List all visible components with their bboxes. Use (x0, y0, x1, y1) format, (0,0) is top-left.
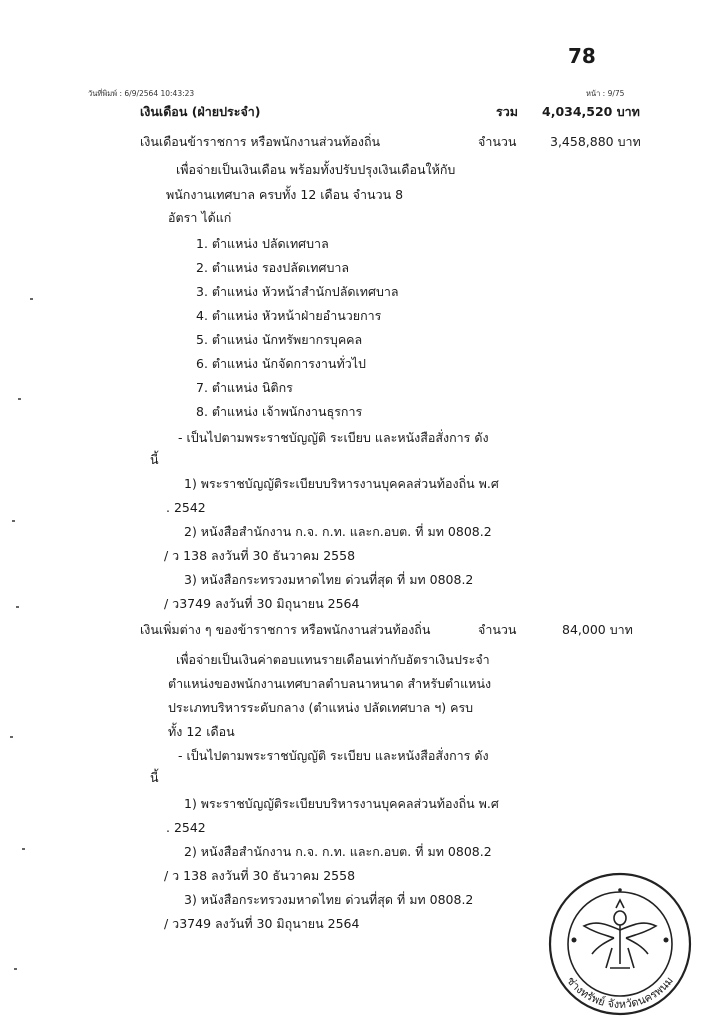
scan-speck (14, 968, 17, 970)
total-label: รวม (496, 104, 518, 119)
position-item: 7. ตำแหน่ง นิติกร (196, 380, 293, 395)
item2-amount-label: จำนวน (478, 622, 517, 637)
item2-desc-line: เพื่อจ่ายเป็นเงินค่าตอบแทนรายเดือนเท่ากับอัตราเงินประจำ (176, 652, 490, 667)
page-of: หน้า : 9/75 (586, 89, 625, 98)
law-intro-cont: นี้ (150, 770, 159, 785)
seal-text: ช่างทรัพย์ จังหวัดนครพนม (564, 974, 676, 1011)
official-seal (536, 868, 704, 1018)
scan-speck (16, 606, 19, 608)
law-ref-cont: / ว 138 ลงวันที่ 30 ธันวาคม 2558 (164, 548, 356, 563)
item1-amount-value: 3,458,880 บาท (550, 134, 641, 149)
law-ref: 1) พระราชบัญญัติระเบียบบริหารงานบุคคลส่วนท้องถิ่น พ.ศ (184, 476, 499, 491)
position-item: 8. ตำแหน่ง เจ้าพนักงานธุรการ (196, 404, 363, 419)
item1-desc-line: พนักงานเทศบาล ครบทั้ง 12 เดือน จำนวน 8 (166, 187, 404, 202)
garuda-seal-icon (536, 868, 704, 1018)
item1-desc-line: เพื่อจ่ายเป็นเงินเดือน พร้อมทั้งปรับปรุงเงินเดือนให้กับ (176, 162, 456, 177)
law-ref: 2) หนังสือสำนักงาน ก.จ. ก.ท. และก.อบต. ที่ มท 0808.2 (184, 524, 492, 539)
page-number: 78 (568, 44, 596, 68)
item2-amount-value: 84,000 บาท (562, 622, 633, 637)
law-intro: - เป็นไปตามพระราชบัญญัติ ระเบียบ และหนังสือสั่งการ ดัง (178, 430, 489, 445)
item2-desc-line: ประเภทบริหารระดับกลาง (ตำแหน่ง ปลัดเทศบาล ฯ) ครบ (168, 700, 474, 715)
law-ref: 1) พระราชบัญญัติระเบียบบริหารงานบุคคลส่วนท้องถิ่น พ.ศ (184, 796, 499, 811)
print-date: วันที่พิมพ์ : 6/9/2564 10:43:23 (88, 89, 195, 98)
scan-speck (10, 736, 13, 738)
scan-speck (12, 520, 15, 522)
item1-desc-line: อัตรา ได้แก่ (168, 210, 232, 225)
law-ref-cont: . 2542 (166, 820, 206, 835)
position-item: 2. ตำแหน่ง รองปลัดเทศบาล (196, 260, 350, 275)
law-ref-cont: . 2542 (166, 500, 206, 515)
position-item: 5. ตำแหน่ง นักทรัพยากรบุคคล (196, 332, 363, 347)
law-ref: 2) หนังสือสำนักงาน ก.จ. ก.ท. และก.อบต. ที่ มท 0808.2 (184, 844, 492, 859)
item2-desc-line: ตำแหน่งของพนักงานเทศบาลตำบลนาหนาด สำหรับตำแหน่ง (168, 676, 492, 691)
item1-amount-label: จำนวน (478, 134, 517, 149)
law-intro-cont: นี้ (150, 452, 159, 467)
position-item: 6. ตำแหน่ง นักจัดการงานทั่วไป (196, 356, 366, 371)
total-value: 4,034,520 บาท (542, 104, 640, 119)
scan-speck (18, 398, 21, 400)
law-ref: 3) หนังสือกระทรวงมหาดไทย ด่วนที่สุด ที่ มท 0808.2 (184, 572, 474, 587)
section-title: เงินเดือน (ฝ่ายประจำ) (140, 104, 261, 119)
law-intro: - เป็นไปตามพระราชบัญญัติ ระเบียบ และหนังสือสั่งการ ดัง (178, 748, 489, 763)
law-ref-cont: / ว3749 ลงวันที่ 30 มิถุนายน 2564 (164, 916, 360, 931)
law-ref: 3) หนังสือกระทรวงมหาดไทย ด่วนที่สุด ที่ มท 0808.2 (184, 892, 474, 907)
item2-desc-line: ทั้ง 12 เดือน (168, 724, 235, 739)
law-ref-cont: / ว3749 ลงวันที่ 30 มิถุนายน 2564 (164, 596, 360, 611)
position-item: 1. ตำแหน่ง ปลัดเทศบาล (196, 236, 329, 251)
item2-title: เงินเพิ่มต่าง ๆ ของข้าราชการ หรือพนักงานส่วนท้องถิ่น (140, 622, 431, 637)
item1-title: เงินเดือนข้าราชการ หรือพนักงานส่วนท้องถิ่น (140, 134, 381, 149)
scan-speck (22, 848, 25, 850)
position-item: 3. ตำแหน่ง หัวหน้าสำนักปลัดเทศบาล (196, 284, 399, 299)
law-ref-cont: / ว 138 ลงวันที่ 30 ธันวาคม 2558 (164, 868, 356, 883)
scan-speck (30, 298, 33, 300)
position-item: 4. ตำแหน่ง หัวหน้าฝ่ายอำนวยการ (196, 308, 382, 323)
